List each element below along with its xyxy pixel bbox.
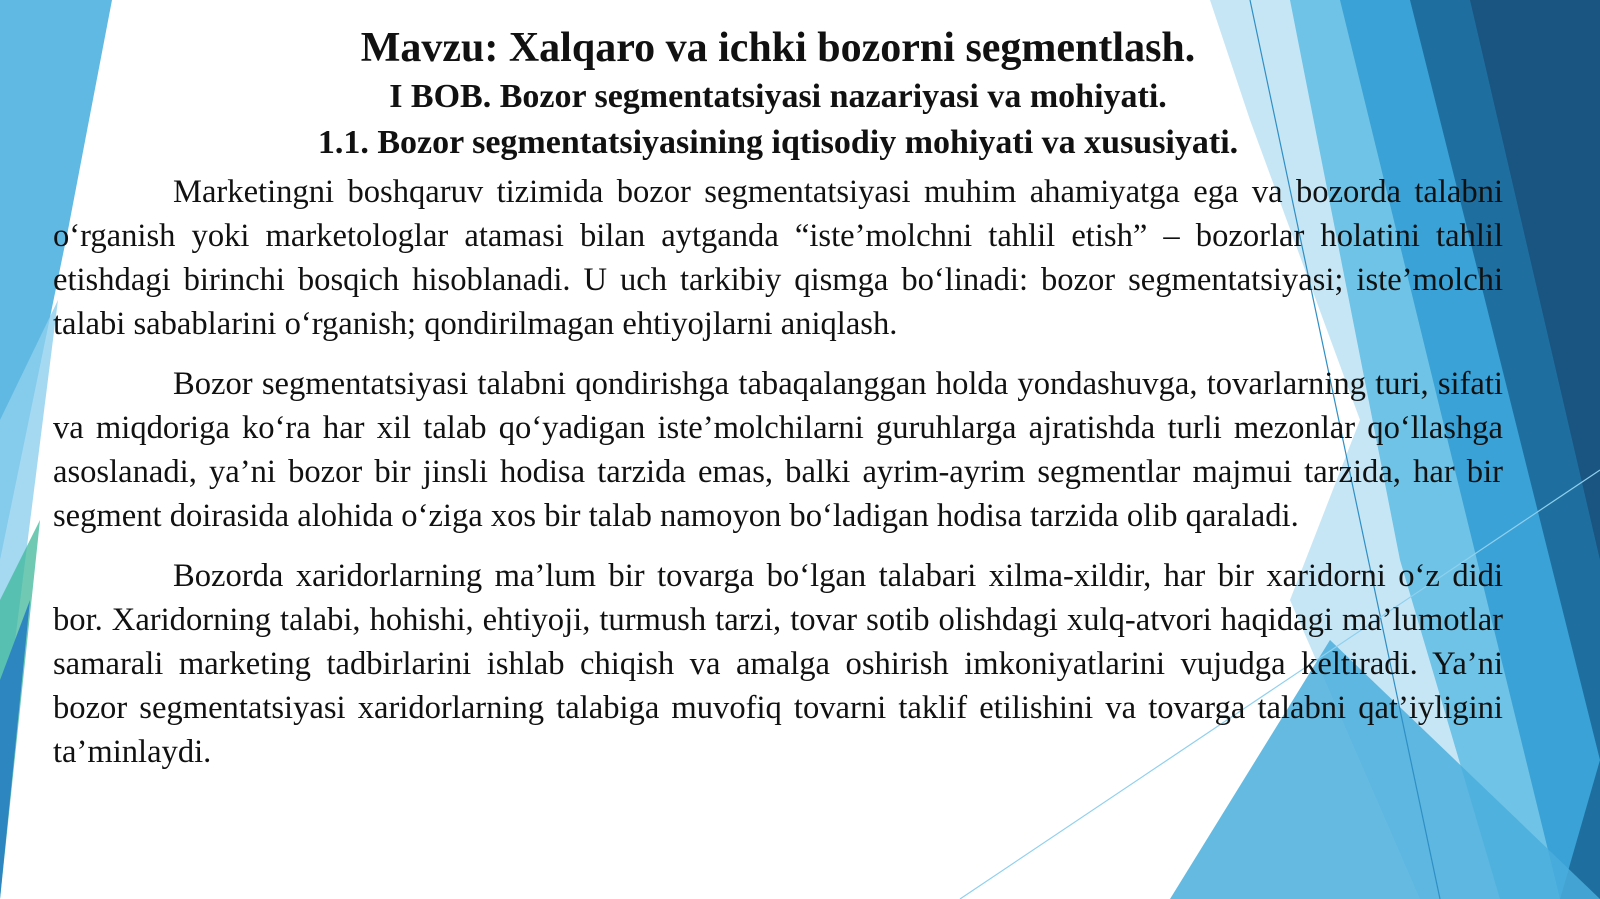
body-paragraph-3: Bozorda xaridorlarning ma’lum bir tovarga boʻlgan talabari xilma-xildir, har bir xaridorni oʻz didi bor. Xaridorning talabi, hohishi, ehtiyoji, turmush tarzi, tovar sotib olishdagi xulq-atvori haqidagi ma’lumotlar samarali marketing tadbirlarini ishlab chiqish va amalga oshirish imkoniyatlarini vujudga keltiradi. Ya’ni bozor segmentatsiyasi xaridorlarning talabiga muvofiq tovarni taklif etilishini va tovarga talabni qat’iyligini ta’minlaydi. — [53, 558, 1503, 770]
body-paragraph-2: Bozor segmentatsiyasi talabni qondirishga tabaqalanggan holda yondashuvga, tovarlarning turi, sifati va miqdoriga koʻra har xil talab qoʻyadigan iste’molchilarni guruhlarga ajratishda turli mezonlar qoʻllashga asoslanadi, ya’ni bozor bir jinsli hodisa tarzida emas, balki ayrim-ayrim segmentlar majmui tarzida, har bir segment doirasida alohida oʻziga xos bir talab namoyon boʻladigan hodisa tarzida olib qaraladi. — [53, 366, 1503, 534]
chapter-heading: I BOB. Bozor segmentatsiyasi nazariyasi va mohiyati. — [389, 78, 1167, 115]
slide-content — [53, 0, 1503, 774]
section-heading: 1.1. Bozor segmentatsiyasining iqtisodiy mohiyati va xususiyati. — [317, 124, 1239, 161]
slide-title: Mavzu: Xalqaro va ichki bozorni segmentlash. — [360, 25, 1196, 71]
body-paragraph-1: Marketingni boshqaruv tizimida bozor segmentatsiyasi muhim ahamiyatga ega va bozorda talabni oʻrganish yoki marketologlar atamasi bilan aytganda “iste’molchni tahlil etish” – bozorlar holatini tahlil etishdagi birinchi bosqich hisoblanadi. U uch tarkibiy qismga boʻlinadi: bozor segmentatsiyasi; iste’molchi talabi sabablarini oʻrganish; qondirilmagan ehtiyojlarni aniqlash. — [53, 174, 1503, 342]
